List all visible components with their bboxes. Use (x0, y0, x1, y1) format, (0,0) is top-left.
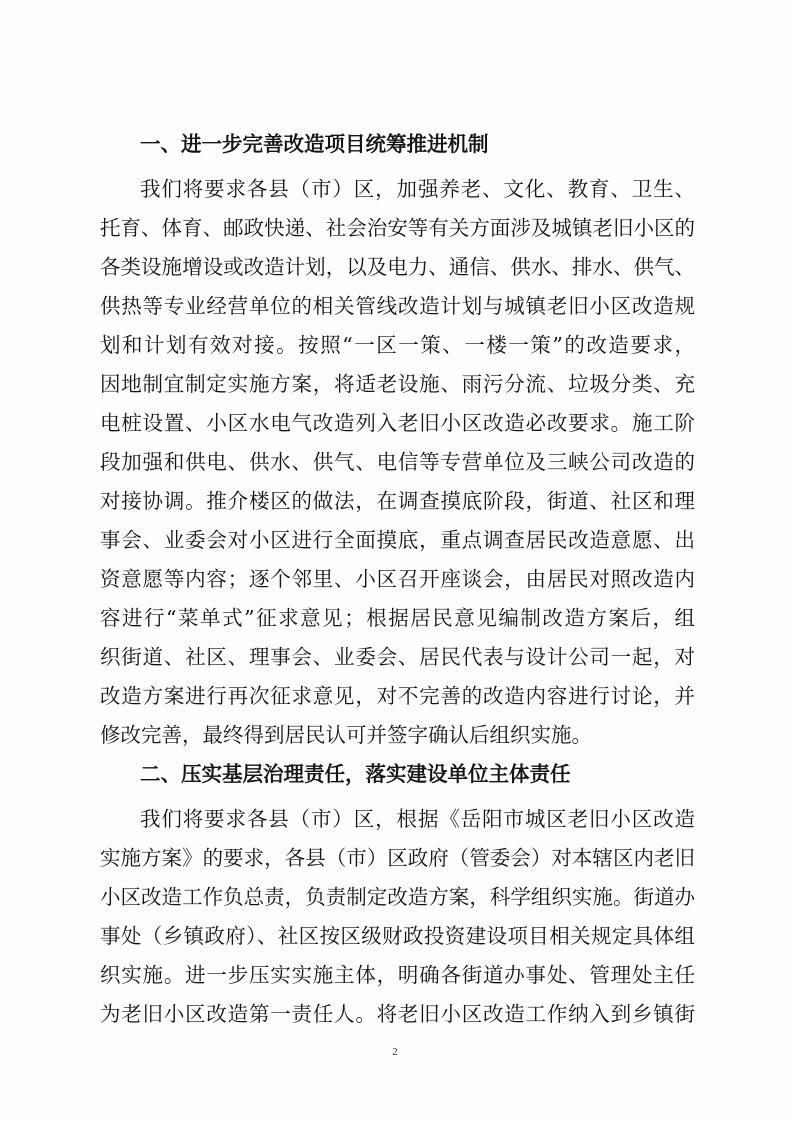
paragraph-line: 织实施。进一步压实实施主体，明确各街道办事处、管理处主任 (100, 963, 695, 987)
paragraph-line: 划和计划有效对接。按照“一区一策、一楼一策”的改造要求， (100, 333, 695, 357)
paragraph-line: 织街道、社区、理事会、业委会、居民代表与设计公司一起，对 (100, 645, 695, 669)
paragraph-line: 我们将要求各县（市）区，根据《岳阳市城区老旧小区改造 (140, 807, 695, 831)
paragraph-line: 电桩设置、小区水电气改造列入老旧小区改造必改要求。施工阶 (100, 411, 695, 435)
paragraph-line: 托育、体育、邮政快递、社会治安等有关方面涉及城镇老旧小区的 (100, 216, 695, 240)
paragraph-line: 容进行“菜单式”征求意见；根据居民意见编制改造方案后，组 (100, 606, 695, 630)
paragraph-line: 对接协调。推介楼区的做法，在调查摸底阶段，街道、社区和理 (100, 489, 695, 513)
page-number: 2 (392, 1046, 398, 1058)
paragraph-line: 事会、业委会对小区进行全面摸底，重点调查居民改造意愿、出 (100, 528, 695, 552)
paragraph-line: 我们将要求各县（市）区，加强养老、文化、教育、卫生、 (140, 177, 695, 201)
paragraph-line: 资意愿等内容；逐个邻里、小区召开座谈会，由居民对照改造内 (100, 567, 695, 591)
paragraph-line: 因地制宜制定实施方案，将适老设施、雨污分流、垃圾分类、充 (100, 372, 695, 396)
paragraph-line: 各类设施增设或改造计划，以及电力、通信、供水、排水、供气、 (100, 255, 695, 279)
paragraph-line: 修改完善，最终得到居民认可并签字确认后组织实施。 (100, 723, 592, 747)
paragraph-line: 供热等专业经营单位的相关管线改造计划与城镇老旧小区改造规 (100, 294, 695, 318)
paragraph-line: 为老旧小区改造第一责任人。将老旧小区改造工作纳入到乡镇街 (100, 1002, 695, 1026)
paragraph-line: 段加强和供电、供水、供气、电信等专营单位及三峡公司改造的 (100, 450, 695, 474)
paragraph-line: 改造方案进行再次征求意见，对不完善的改造内容进行讨论，并 (100, 684, 695, 708)
paragraph-line: 小区改造工作负总责，负责制定改造方案，科学组织实施。街道办 (100, 885, 695, 909)
section-heading-1: 一、进一步完善改造项目统筹推进机制 (140, 132, 489, 156)
paragraph-line: 事处（乡镇政府）、社区按区级财政投资建设项目相关规定具体组 (100, 924, 695, 948)
section-heading-2: 二、压实基层治理责任，落实建设单位主体责任 (140, 762, 571, 786)
paragraph-line: 实施方案》的要求，各县（市）区政府（管委会）对本辖区内老旧 (100, 846, 695, 870)
